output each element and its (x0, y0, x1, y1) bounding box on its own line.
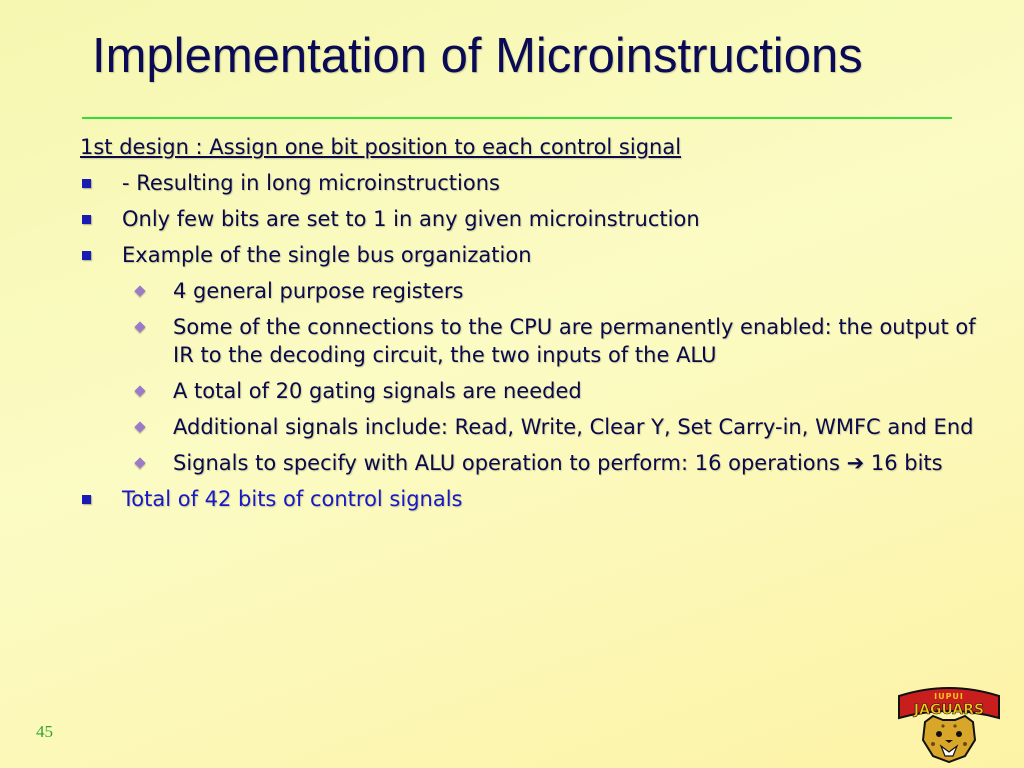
sub-bullet-item (80, 313, 988, 369)
square-bullet-icon (82, 179, 91, 188)
sub-bullet-item (80, 377, 988, 405)
bullet-text: Only few bits are set to 1 in any given microinstruction (122, 207, 700, 231)
subheading: 1st design : Assign one bit position to each control signal (80, 135, 682, 159)
sub-bullet-text: Some of the connections to the CPU are permanently enabled: the output of IR to the decoding circuit, the two inputs of the ALU (173, 315, 976, 367)
bullet-item (80, 205, 990, 233)
svg-text:IUPUI: IUPUI (934, 692, 964, 701)
square-bullet-icon (82, 495, 91, 504)
bullet-text: - Resulting in long microinstructions (122, 171, 500, 195)
bullet-item-highlight (80, 485, 990, 513)
svg-text:JAGUARS: JAGUARS (913, 702, 985, 718)
slide-body (80, 133, 990, 521)
diamond-bullet-icon (134, 321, 145, 332)
bullet-text: Total of 42 bits of control signals (122, 487, 463, 511)
square-bullet-icon (82, 251, 91, 260)
title-divider (82, 117, 952, 119)
page-number: 45 (36, 722, 53, 741)
sub-bullet-text: Signals to specify with ALU operation to perform: 16 operations ➔ 16 bits (173, 451, 943, 475)
slide-title: Implementation of Microinstructions (92, 29, 863, 83)
sub-bullet-text: 4 general purpose registers (173, 279, 464, 303)
sub-bullet-item (80, 449, 988, 477)
sub-bullet-text: Additional signals include: Read, Write, Clear Y, Set Carry-in, WMFC and End (173, 415, 974, 439)
square-bullet-icon (82, 215, 91, 224)
bullet-item (80, 169, 990, 197)
bullet-item (80, 241, 990, 269)
diamond-bullet-icon (134, 457, 145, 468)
sub-bullet-item (80, 413, 988, 441)
sub-bullet-item (80, 277, 988, 305)
diamond-bullet-icon (134, 421, 145, 432)
diamond-bullet-icon (134, 385, 145, 396)
jaguar-logo-icon (895, 682, 1003, 764)
sub-bullet-text: A total of 20 gating signals are needed (173, 379, 582, 403)
diamond-bullet-icon (134, 285, 145, 296)
bullet-text: Example of the single bus organization (122, 243, 532, 267)
